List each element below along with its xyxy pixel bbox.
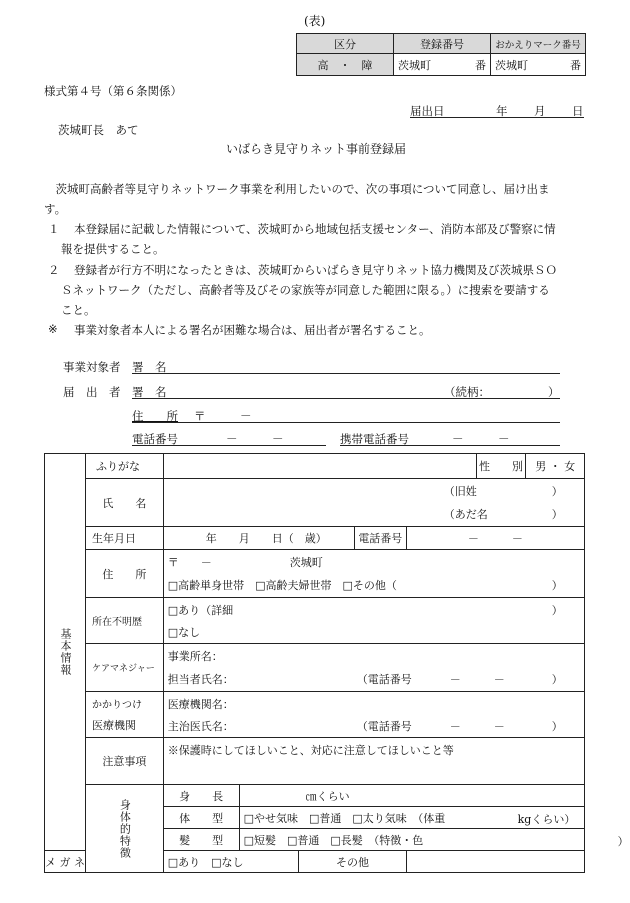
other-input[interactable] [406,851,584,873]
name-label: 氏 名 [86,479,164,527]
height-label: 身 長 [163,785,239,807]
caremanager-label: ケアマネジャー [86,644,164,692]
okaeri-value[interactable] [491,54,586,76]
body-section-label [86,785,164,873]
date-month: 月 [534,104,546,118]
missing-label: 所在不明歴 [86,598,164,644]
birth-value[interactable]: 年 月 日（ 歳） [163,527,354,550]
filer-mobile-label: 携帯電話番号 [340,432,409,446]
header-toroku: 登録番号 [394,34,491,54]
glasses-input[interactable]: □あり □なし [163,851,299,873]
filer-phone-line[interactable] [132,431,326,446]
build-input[interactable] [239,807,584,829]
filer-sign-label: 署 名 [132,385,167,399]
okaeri-town: 茨城町 [495,58,528,72]
cm-office: 事業所名： [167,650,223,663]
intro-line-1: 茨城町高齢者等見守りネットワーク事業を利用したいので、次の事項について同意し、届け出ま [44,182,550,196]
tel-label: 電話番号 [354,527,406,550]
missing-no: □なし [167,626,201,639]
subject-label: 事業対象者 [63,360,121,374]
build-label: 体 型 [163,807,239,829]
filer-address-line[interactable] [132,408,560,423]
header-okaeri: おかえりマーク番号 [491,34,586,54]
item2-line-2: Ｓネットワーク（ただし、高齢者等及びその家族等が同意した範囲に限る。）に捜索を要請する [61,283,550,297]
build-options: □やせ気味 □普通 □太り気味 （体重 [243,811,446,825]
clinic-label [86,692,164,738]
name-input[interactable] [163,479,584,527]
clinic-tel-dashes: － － [449,720,505,733]
item2-line-3: こと。 [61,303,96,317]
date-day: 日 [572,104,584,118]
relation-label: （続柄： [444,385,490,399]
household-options: □高齢単身世帯 □高齢夫婦世帯 □その他（ [167,579,397,592]
form-number: 様式第４号（第６条関係） [44,84,182,98]
filer-mobile-line[interactable] [340,431,560,446]
clinic-label-line2: 医療機関 [92,719,136,732]
main-info-table [44,453,629,873]
glasses-label: メ ガ ネ [45,851,86,873]
clinic-name: 医療機関名： [167,698,234,711]
cm-close: ） [551,673,563,686]
item1-line-2: 報を提供すること。 [61,242,165,256]
filer-phone-label: 電話番号 [132,432,178,446]
cm-tel: （電話番号 [356,673,412,686]
hair-label: 髪 型 [163,829,239,851]
address-postal: 〒 － [167,556,212,569]
body-section-text: 身体的特徴 [118,798,132,859]
item1-line-1: 本登録届に記載した情報について、茨城町から地域包括支援センター、消防本部及び警察に情 [74,222,556,236]
date-line[interactable] [410,103,584,118]
intro-line-2: す。 [44,202,67,216]
kyusei-label: （旧姓 [443,485,477,498]
kyusei-close: ） [551,485,563,498]
filer-label: 届 出 者 [63,385,121,399]
furigana-label: ふりがな [86,454,164,479]
notes-input[interactable]: ※保護時にしてほしいこと、対応に注意してほしいこと等 [163,738,584,785]
clinic-input[interactable] [163,692,584,738]
missing-input[interactable] [163,598,584,644]
gender-value[interactable]: 男 ・ 女 [526,454,585,479]
basic-section-text: 基本情報 [59,628,72,676]
build-kg: kgくらい） [517,813,576,826]
subject-sign-line[interactable] [132,359,560,374]
note-mark: ※ [48,322,58,336]
address-town: 茨城町 [289,556,323,569]
caremanager-input[interactable] [163,644,584,692]
header-kubun: 区分 [297,34,394,54]
subject-sign-label: 署 名 [132,360,167,374]
hair-options: □短髪 □普通 □長髪 （特徴・色 [243,833,424,847]
cm-tel-dashes: － － [449,673,505,686]
relation-close: ） [548,385,560,399]
gender-label: 性 別 [476,454,526,479]
hair-input[interactable] [239,829,629,851]
omote-label: (表) [304,14,326,28]
kubun-value: 高 ・ 障 [297,54,394,76]
address-label: 住 所 [86,550,164,598]
filer-address-label: 住 所 [132,409,178,423]
furigana-input[interactable] [163,454,476,479]
missing-yes: □あり（詳細 [167,604,234,617]
filer-phone-dashes: － － [226,432,284,446]
address-input[interactable] [163,550,584,598]
note-text: 事業対象者本人による署名が困難な場合は、届出者が署名すること。 [74,323,431,337]
date-label: 届出日 [410,104,445,118]
filer-postal-dash: － [240,409,252,423]
clinic-close: ） [551,720,563,733]
birth-label: 生年月日 [86,527,164,550]
hair-close: ） [617,835,629,848]
notes-label: 注意事項 [86,738,164,785]
addressee: 茨城町長 あて [58,123,139,137]
filer-postal: 〒 [194,409,206,423]
clinic-tel: （電話番号 [356,720,412,733]
height-input[interactable]: ㎝くらい [239,785,584,807]
adana-close: ） [551,508,563,521]
item1-number: １ [48,222,60,236]
item2-number: ２ [48,263,60,277]
clinic-label-line1: かかりつけ [92,700,142,711]
cm-person: 担当者氏名： [167,673,234,686]
filer-mobile-dashes: － － [452,432,510,446]
other-label: その他 [299,851,406,873]
clinic-doctor: 主治医氏名： [167,720,234,733]
basic-section-label [45,454,86,851]
toroku-ban: 番 [475,58,486,72]
tel-value[interactable]: － － [406,527,584,550]
adana-label: （あだ名 [443,508,488,521]
registration-number-table [296,33,586,76]
form-title: いばらき見守りネット事前登録届 [226,142,407,156]
item2-line-1: 登録者が行方不明になったときは、茨城町からいばらき見守りネット協力機関及び茨城県ＳＯ [74,263,557,277]
okaeri-ban: 番 [570,58,581,72]
missing-close: ） [551,604,563,617]
filer-sign-line[interactable] [132,384,560,399]
toroku-town: 茨城町 [398,58,431,72]
date-year: 年 [496,104,508,118]
toroku-value[interactable] [394,54,491,76]
household-close: ） [551,579,563,592]
